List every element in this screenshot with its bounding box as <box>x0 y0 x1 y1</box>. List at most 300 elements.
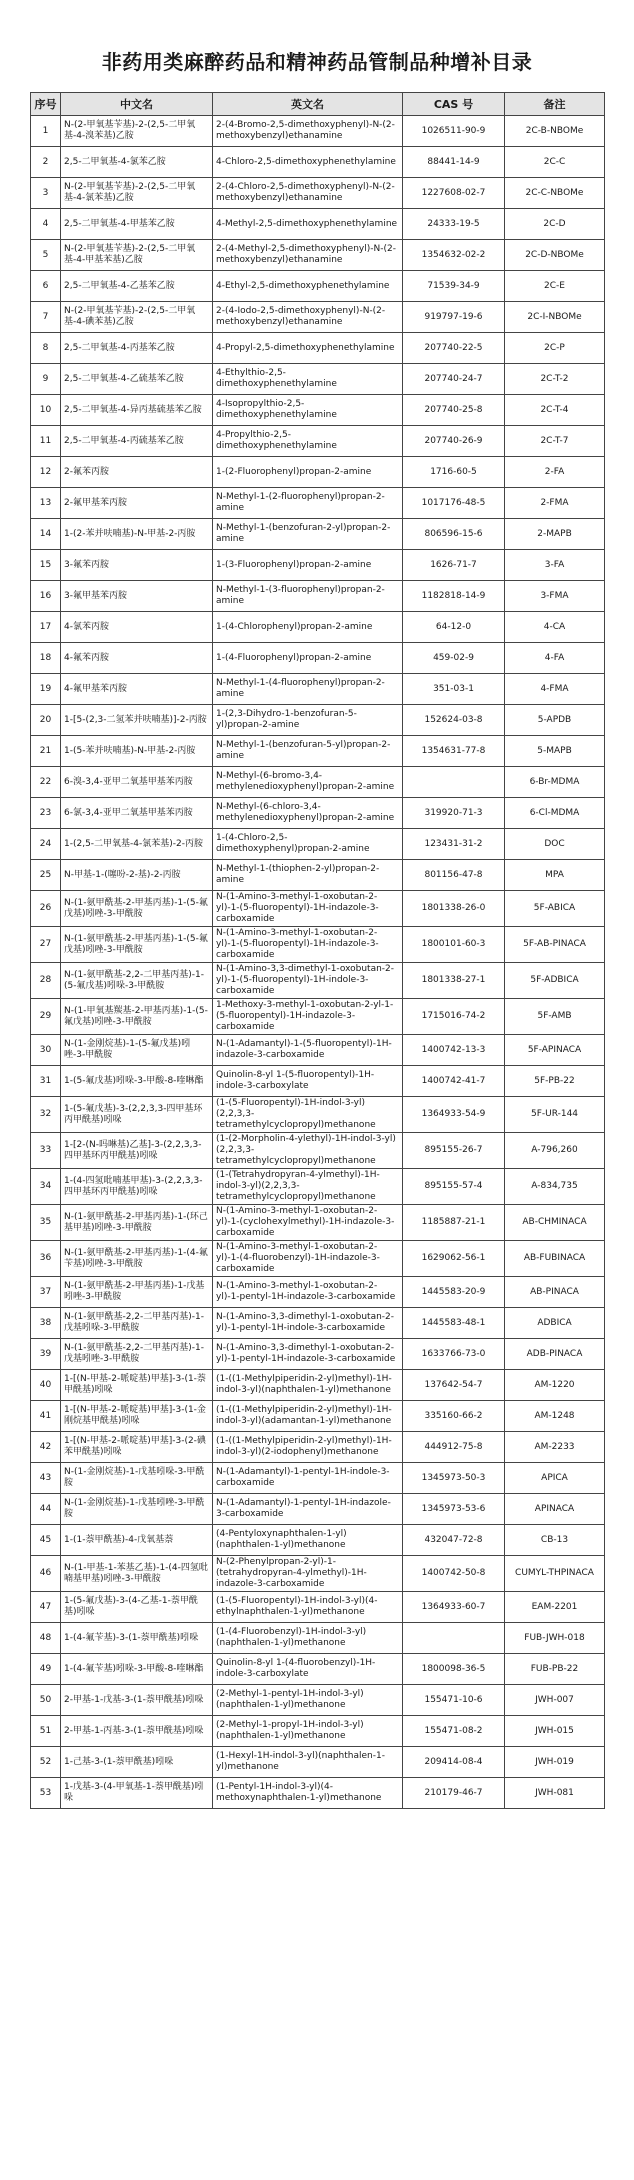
cell-note: 4-FA <box>505 643 605 674</box>
cell-cas: 71539-34-9 <box>403 271 505 302</box>
cell-cas: 319920-71-3 <box>403 798 505 829</box>
table-row <box>31 1623 605 1654</box>
cell-note: DOC <box>505 829 605 860</box>
cell-note: FUB-PB-22 <box>505 1654 605 1685</box>
cell-no: 20 <box>31 705 61 736</box>
table-row <box>31 116 605 147</box>
cell-cas: 1800101-60-3 <box>403 927 505 963</box>
cell-cas: 1715016-74-2 <box>403 999 505 1035</box>
cell-en-name: N-(1-Adamantyl)-1-(5-fluoropentyl)-1H-indazole-3-carboxamide <box>213 1035 403 1066</box>
cell-en-name: 1-(4-Chlorophenyl)propan-2-amine <box>213 612 403 643</box>
cell-note: 6-Cl-MDMA <box>505 798 605 829</box>
table-row <box>31 612 605 643</box>
cell-cas: 1445583-20-9 <box>403 1277 505 1308</box>
cell-en-name: (2-Methyl-1-pentyl-1H-indol-3-yl)(naphthalen-1-yl)methanone <box>213 1685 403 1716</box>
cell-cn-name: N-(2-甲氧基苄基)-2-(2,5-二甲氧基-4-甲基苯基)乙胺 <box>61 240 213 271</box>
cell-cas: 64-12-0 <box>403 612 505 643</box>
cell-cas: 155471-08-2 <box>403 1716 505 1747</box>
cell-no: 48 <box>31 1623 61 1654</box>
cell-cas: 210179-46-7 <box>403 1778 505 1809</box>
cell-cas: 1364933-54-9 <box>403 1097 505 1133</box>
cell-cn-name: N-(1-氨甲酰基-2,2-二甲基丙基)-1-(5-氟戊基)吲哚-3-甲酰胺 <box>61 963 213 999</box>
cell-en-name: 1-(2,3-Dihydro-1-benzofuran-5-yl)propan-2-amine <box>213 705 403 736</box>
cell-note: 6-Br-MDMA <box>505 767 605 798</box>
cell-note: JWH-019 <box>505 1747 605 1778</box>
cell-cas: 1633766-73-0 <box>403 1339 505 1370</box>
cell-cas: 123431-31-2 <box>403 829 505 860</box>
table-row <box>31 1241 605 1277</box>
table-row <box>31 1685 605 1716</box>
cell-en-name: 1-(3-Fluorophenyl)propan-2-amine <box>213 550 403 581</box>
cell-cn-name: 1-[(N-甲基-2-哌啶基)甲基]-3-(1-萘甲酰基)吲哚 <box>61 1370 213 1401</box>
table-row <box>31 1778 605 1809</box>
table-row <box>31 209 605 240</box>
cell-cn-name: N-(2-甲氧基苄基)-2-(2,5-二甲氧基-4-碘苯基)乙胺 <box>61 302 213 333</box>
cell-cn-name: 1-(5-氟戊基)-3-(4-乙基-1-萘甲酰基)吲哚 <box>61 1592 213 1623</box>
table-row <box>31 767 605 798</box>
cell-cas: 1801338-26-0 <box>403 891 505 927</box>
cell-en-name: N-Methyl-1-(3-fluorophenyl)propan-2-amine <box>213 581 403 612</box>
cell-en-name: 2-(4-Chloro-2,5-dimethoxyphenyl)-N-(2-methoxybenzyl)ethanamine <box>213 178 403 209</box>
cell-no: 43 <box>31 1463 61 1494</box>
cell-cn-name: 1-[(N-甲基-2-哌啶基)甲基]-3-(2-碘苯甲酰基)吲哚 <box>61 1432 213 1463</box>
cell-en-name: N-(1-Adamantyl)-1-pentyl-1H-indazole-3-carboxamide <box>213 1494 403 1525</box>
col-header-en-name: 英文名 <box>213 93 403 116</box>
table-row <box>31 1169 605 1205</box>
cell-no: 7 <box>31 302 61 333</box>
cell-cas: 1026511-90-9 <box>403 116 505 147</box>
cell-no: 29 <box>31 999 61 1035</box>
cell-en-name: 4-Ethylthio-2,5-dimethoxyphenethylamine <box>213 364 403 395</box>
cell-no: 22 <box>31 767 61 798</box>
cell-cn-name: N-(1-氨甲酰基-2-甲基丙基)-1-(4-氟苄基)吲唑-3-甲酰胺 <box>61 1241 213 1277</box>
cell-no: 35 <box>31 1205 61 1241</box>
cell-no: 27 <box>31 927 61 963</box>
cell-en-name: 4-Chloro-2,5-dimethoxyphenethylamine <box>213 147 403 178</box>
table-body <box>31 116 605 1809</box>
cell-en-name: (1-Hexyl-1H-indol-3-yl)(naphthalen-1-yl)methanone <box>213 1747 403 1778</box>
cell-note: 2C-T-2 <box>505 364 605 395</box>
cell-cas: 137642-54-7 <box>403 1370 505 1401</box>
cell-en-name: (1-(5-Fluoropentyl)-1H-indol-3-yl)(4-ethylnaphthalen-1-yl)methanone <box>213 1592 403 1623</box>
cell-no: 38 <box>31 1308 61 1339</box>
cell-note: ADB-PINACA <box>505 1339 605 1370</box>
table-header-row <box>31 93 605 116</box>
col-header-note: 备注 <box>505 93 605 116</box>
cell-en-name: N-(1-Amino-3,3-dimethyl-1-oxobutan-2-yl)-1-(5-fluoropentyl)-1H-indole-3-carboxamide <box>213 963 403 999</box>
cell-no: 16 <box>31 581 61 612</box>
cell-cn-name: 1-(5-苯并呋喃基)-N-甲基-2-丙胺 <box>61 736 213 767</box>
cell-no: 2 <box>31 147 61 178</box>
cell-en-name: N-Methyl-(6-chloro-3,4-methylenedioxyphenyl)propan-2-amine <box>213 798 403 829</box>
table-row <box>31 736 605 767</box>
table-row <box>31 674 605 705</box>
cell-no: 21 <box>31 736 61 767</box>
cell-cn-name: 3-氟苯丙胺 <box>61 550 213 581</box>
cell-note: 5-MAPB <box>505 736 605 767</box>
cell-cn-name: 1-戊基-3-(4-甲氧基-1-萘甲酰基)吲哚 <box>61 1778 213 1809</box>
cell-no: 5 <box>31 240 61 271</box>
cell-cn-name: 4-氟甲基苯丙胺 <box>61 674 213 705</box>
cell-note: 2C-C-NBOMe <box>505 178 605 209</box>
table-row <box>31 178 605 209</box>
cell-cas: 895155-26-7 <box>403 1133 505 1169</box>
table-row <box>31 1370 605 1401</box>
cell-cn-name: 1-(4-氟苄基)-3-(1-萘甲酰基)吲哚 <box>61 1623 213 1654</box>
cell-note: APINACA <box>505 1494 605 1525</box>
cell-en-name: N-(1-Adamantyl)-1-pentyl-1H-indole-3-carboxamide <box>213 1463 403 1494</box>
cell-cn-name: 1-[5-(2,3-二氢苯并呋喃基)]-2-丙胺 <box>61 705 213 736</box>
cell-cn-name: N-(1-金刚烷基)-1-(5-氟戊基)吲唑-3-甲酰胺 <box>61 1035 213 1066</box>
cell-en-name: 4-Isopropylthio-2,5-dimethoxyphenethylamine <box>213 395 403 426</box>
table-row <box>31 1592 605 1623</box>
col-header-cas: CAS 号 <box>403 93 505 116</box>
cell-note: 2C-P <box>505 333 605 364</box>
cell-note: A-834,735 <box>505 1169 605 1205</box>
cell-note: 2C-B-NBOMe <box>505 116 605 147</box>
cell-cas: 24333-19-5 <box>403 209 505 240</box>
cell-no: 52 <box>31 1747 61 1778</box>
cell-note: 2C-T-4 <box>505 395 605 426</box>
cell-cas: 806596-15-6 <box>403 519 505 550</box>
cell-no: 3 <box>31 178 61 209</box>
cell-note: 5F-AB-PINACA <box>505 927 605 963</box>
cell-en-name: N-Methyl-1-(2-fluorophenyl)propan-2-amine <box>213 488 403 519</box>
cell-en-name: N-(2-Phenylpropan-2-yl)-1-(tetrahydropyran-4-ylmethyl)-1H-indazole-3-carboxamide <box>213 1556 403 1592</box>
cell-no: 23 <box>31 798 61 829</box>
table-row <box>31 426 605 457</box>
cell-en-name: 2-(4-Iodo-2,5-dimethoxyphenyl)-N-(2-methoxybenzyl)ethanamine <box>213 302 403 333</box>
cell-note: 5F-AMB <box>505 999 605 1035</box>
table-row <box>31 829 605 860</box>
table-row <box>31 1097 605 1133</box>
cell-en-name: N-(1-Amino-3-methyl-1-oxobutan-2-yl)-1-pentyl-1H-indazole-3-carboxamide <box>213 1277 403 1308</box>
cell-en-name: N-Methyl-(6-bromo-3,4-methylenedioxyphenyl)propan-2-amine <box>213 767 403 798</box>
cell-en-name: (1-(5-Fluoropentyl)-1H-indol-3-yl)(2,2,3,3-tetramethylcyclopropyl)methanone <box>213 1097 403 1133</box>
cell-no: 11 <box>31 426 61 457</box>
cell-cn-name: 6-溴-3,4-亚甲二氧基甲基苯丙胺 <box>61 767 213 798</box>
cell-cn-name: 2,5-二甲氧基-4-乙硫基苯乙胺 <box>61 364 213 395</box>
cell-cas: 335160-66-2 <box>403 1401 505 1432</box>
cell-no: 32 <box>31 1097 61 1133</box>
table-row <box>31 519 605 550</box>
cell-cn-name: 1-(4-氟苄基)吲哚-3-甲酸-8-喹啉酯 <box>61 1654 213 1685</box>
cell-note: A-796,260 <box>505 1133 605 1169</box>
cell-cas: 1354631-77-8 <box>403 736 505 767</box>
cell-cn-name: N-(1-氨甲酰基-2-甲基丙基)-1-戊基吲唑-3-甲酰胺 <box>61 1277 213 1308</box>
cell-cn-name: N-(1-氨甲酰基-2-甲基丙基)-1-(5-氟戊基)吲唑-3-甲酰胺 <box>61 891 213 927</box>
cell-no: 47 <box>31 1592 61 1623</box>
cell-no: 30 <box>31 1035 61 1066</box>
cell-en-name: N-(1-Amino-3-methyl-1-oxobutan-2-yl)-1-(cyclohexylmethyl)-1H-indazole-3-carboxamide <box>213 1205 403 1241</box>
cell-en-name: N-(1-Amino-3-methyl-1-oxobutan-2-yl)-1-(5-fluoropentyl)-1H-indazole-3-carboxamide <box>213 927 403 963</box>
cell-note: 4-FMA <box>505 674 605 705</box>
cell-cn-name: 3-氟甲基苯丙胺 <box>61 581 213 612</box>
cell-note: AM-1220 <box>505 1370 605 1401</box>
cell-cn-name: 2,5-二甲氧基-4-异丙基硫基苯乙胺 <box>61 395 213 426</box>
table-row <box>31 1494 605 1525</box>
cell-cas: 351-03-1 <box>403 674 505 705</box>
cell-no: 14 <box>31 519 61 550</box>
table-row <box>31 963 605 999</box>
cell-no: 15 <box>31 550 61 581</box>
cell-note: JWH-015 <box>505 1716 605 1747</box>
cell-no: 28 <box>31 963 61 999</box>
cell-en-name: (1-((1-Methylpiperidin-2-yl)methyl)-1H-indol-3-yl)(adamantan-1-yl)methanone <box>213 1401 403 1432</box>
cell-cas: 1227608-02-7 <box>403 178 505 209</box>
table-row <box>31 927 605 963</box>
cell-cn-name: 2-甲基-1-戊基-3-(1-萘甲酰基)吲哚 <box>61 1685 213 1716</box>
cell-note: 2C-E <box>505 271 605 302</box>
page-title: 非药用类麻醉药品和精神药品管制品种增补目录 <box>101 50 533 74</box>
cell-note: JWH-081 <box>505 1778 605 1809</box>
cell-cn-name: 1-(2,5-二甲氧基-4-氯苯基)-2-丙胺 <box>61 829 213 860</box>
table-row <box>31 581 605 612</box>
cell-en-name: 4-Propyl-2,5-dimethoxyphenethylamine <box>213 333 403 364</box>
cell-en-name: (2-Methyl-1-propyl-1H-indol-3-yl)(naphthalen-1-yl)methanone <box>213 1716 403 1747</box>
cell-cas: 1800098-36-5 <box>403 1654 505 1685</box>
cell-cn-name: 2,5-二甲氧基-4-丙硫基苯乙胺 <box>61 426 213 457</box>
cell-note: 5F-ABICA <box>505 891 605 927</box>
cell-cas: 207740-26-9 <box>403 426 505 457</box>
cell-note: EAM-2201 <box>505 1592 605 1623</box>
col-header-no: 序号 <box>31 93 61 116</box>
cell-cn-name: N-(1-氨甲酰基-2-甲基丙基)-1-(5-氟戊基)吲唑-3-甲酰胺 <box>61 927 213 963</box>
cell-note: 5F-UR-144 <box>505 1097 605 1133</box>
cell-cas: 1345973-50-3 <box>403 1463 505 1494</box>
cell-cn-name: N-(1-氨甲酰基-2,2-二甲基丙基)-1-戊基吲唑-3-甲酰胺 <box>61 1339 213 1370</box>
table-row <box>31 1432 605 1463</box>
cell-en-name: 1-(2-Fluorophenyl)propan-2-amine <box>213 457 403 488</box>
table-row <box>31 550 605 581</box>
cell-cn-name: 4-氯苯丙胺 <box>61 612 213 643</box>
cell-en-name: N-(1-Amino-3-methyl-1-oxobutan-2-yl)-1-(5-fluoropentyl)-1H-indazole-3-carboxamide <box>213 891 403 927</box>
cell-cas: 1354632-02-2 <box>403 240 505 271</box>
cell-en-name: Quinolin-8-yl 1-(5-fluoropentyl)-1H-indole-3-carboxylate <box>213 1066 403 1097</box>
cell-no: 12 <box>31 457 61 488</box>
substance-table <box>30 92 605 1809</box>
cell-en-name: 1-Methoxy-3-methyl-1-oxobutan-2-yl-1-(5-fluoropentyl)-1H-indazole-3-carboxamide <box>213 999 403 1035</box>
cell-cn-name: 1-(4-四氢吡喃基甲基)-3-(2,2,3,3-四甲基环丙甲酰基)吲哚 <box>61 1169 213 1205</box>
cell-note: 2-FMA <box>505 488 605 519</box>
cell-note: AB-FUBINACA <box>505 1241 605 1277</box>
cell-en-name: N-Methyl-1-(thiophen-2-yl)propan-2-amine <box>213 860 403 891</box>
cell-cn-name: 1-[2-(N-吗啉基)乙基]-3-(2,2,3,3-四甲基环丙甲酰基)吲哚 <box>61 1133 213 1169</box>
cell-no: 25 <box>31 860 61 891</box>
cell-no: 10 <box>31 395 61 426</box>
cell-en-name: (1-(4-Fluorobenzyl)-1H-indol-3-yl)(naphthalen-1-yl)methanone <box>213 1623 403 1654</box>
cell-cas <box>403 767 505 798</box>
cell-no: 51 <box>31 1716 61 1747</box>
cell-no: 1 <box>31 116 61 147</box>
cell-no: 50 <box>31 1685 61 1716</box>
cell-cas: 209414-08-4 <box>403 1747 505 1778</box>
cell-note: ADBICA <box>505 1308 605 1339</box>
cell-note: 5F-APINACA <box>505 1035 605 1066</box>
cell-no: 49 <box>31 1654 61 1685</box>
cell-note: JWH-007 <box>505 1685 605 1716</box>
cell-note: AM-2233 <box>505 1432 605 1463</box>
table-row <box>31 891 605 927</box>
table-row <box>31 1716 605 1747</box>
col-header-cn-name: 中文名 <box>61 93 213 116</box>
table-row <box>31 271 605 302</box>
cell-cn-name: N-(2-甲氧基苄基)-2-(2,5-二甲氧基-4-氯苯基)乙胺 <box>61 178 213 209</box>
cell-note: AB-CHMINACA <box>505 1205 605 1241</box>
cell-no: 37 <box>31 1277 61 1308</box>
cell-no: 24 <box>31 829 61 860</box>
cell-cas: 801156-47-8 <box>403 860 505 891</box>
cell-cn-name: 2-甲基-1-丙基-3-(1-萘甲酰基)吲哚 <box>61 1716 213 1747</box>
cell-cas: 1017176-48-5 <box>403 488 505 519</box>
cell-cas: 152624-03-8 <box>403 705 505 736</box>
cell-note: 3-FA <box>505 550 605 581</box>
cell-cn-name: 2-氟甲基苯丙胺 <box>61 488 213 519</box>
table-row <box>31 1277 605 1308</box>
cell-note: 2-FA <box>505 457 605 488</box>
cell-cn-name: 1-(2-苯并呋喃基)-N-甲基-2-丙胺 <box>61 519 213 550</box>
cell-note: 5-APDB <box>505 705 605 736</box>
cell-en-name: N-Methyl-1-(4-fluorophenyl)propan-2-amine <box>213 674 403 705</box>
cell-cas: 207740-22-5 <box>403 333 505 364</box>
cell-note: CB-13 <box>505 1525 605 1556</box>
table-row <box>31 457 605 488</box>
cell-no: 45 <box>31 1525 61 1556</box>
table-row <box>31 302 605 333</box>
table-row <box>31 395 605 426</box>
cell-cas: 1345973-53-6 <box>403 1494 505 1525</box>
cell-cas: 1182818-14-9 <box>403 581 505 612</box>
cell-cas: 1400742-41-7 <box>403 1066 505 1097</box>
cell-cas: 207740-24-7 <box>403 364 505 395</box>
cell-no: 53 <box>31 1778 61 1809</box>
cell-cn-name: 1-(5-氟戊基)-3-(2,2,3,3-四甲基环丙甲酰基)吲哚 <box>61 1097 213 1133</box>
cell-note: MPA <box>505 860 605 891</box>
cell-cn-name: 4-氟苯丙胺 <box>61 643 213 674</box>
cell-en-name: N-Methyl-1-(benzofuran-5-yl)propan-2-amine <box>213 736 403 767</box>
cell-no: 39 <box>31 1339 61 1370</box>
cell-no: 19 <box>31 674 61 705</box>
table-row <box>31 860 605 891</box>
table-row <box>31 643 605 674</box>
cell-cn-name: 1-(1-萘甲酰基)-4-戊氧基萘 <box>61 1525 213 1556</box>
cell-en-name: 2-(4-Methyl-2,5-dimethoxyphenyl)-N-(2-methoxybenzyl)ethanamine <box>213 240 403 271</box>
table-row <box>31 333 605 364</box>
table-row <box>31 1747 605 1778</box>
cell-no: 33 <box>31 1133 61 1169</box>
cell-cn-name: N-(1-甲氧基羰基-2-甲基丙基)-1-(5-氟戊基)吲唑-3-甲酰胺 <box>61 999 213 1035</box>
cell-note: AM-1248 <box>505 1401 605 1432</box>
cell-note: FUB-JWH-018 <box>505 1623 605 1654</box>
cell-cas: 1716-60-5 <box>403 457 505 488</box>
cell-note: 2C-I-NBOMe <box>505 302 605 333</box>
cell-cas: 207740-25-8 <box>403 395 505 426</box>
cell-note: 2C-D <box>505 209 605 240</box>
cell-no: 34 <box>31 1169 61 1205</box>
table-row <box>31 705 605 736</box>
cell-en-name: (1-(2-Morpholin-4-ylethyl)-1H-indol-3-yl)(2,2,3,3-tetramethylcyclopropyl)methanone <box>213 1133 403 1169</box>
table-row <box>31 798 605 829</box>
cell-no: 44 <box>31 1494 61 1525</box>
cell-note: 3-FMA <box>505 581 605 612</box>
cell-cn-name: 1-己基-3-(1-萘甲酰基)吲哚 <box>61 1747 213 1778</box>
table-row <box>31 240 605 271</box>
cell-cas: 1801338-27-1 <box>403 963 505 999</box>
cell-cn-name: N-(1-氨甲酰基-2,2-二甲基丙基)-1-戊基吲哚-3-甲酰胺 <box>61 1308 213 1339</box>
table-row <box>31 1205 605 1241</box>
cell-en-name: 4-Propylthio-2,5-dimethoxyphenethylamine <box>213 426 403 457</box>
cell-cas: 1626-71-7 <box>403 550 505 581</box>
cell-note: 4-CA <box>505 612 605 643</box>
cell-en-name: N-Methyl-1-(benzofuran-2-yl)propan-2-amine <box>213 519 403 550</box>
cell-cn-name: 2,5-二甲氧基-4-甲基苯乙胺 <box>61 209 213 240</box>
table-row <box>31 1066 605 1097</box>
cell-en-name: 1-(4-Fluorophenyl)propan-2-amine <box>213 643 403 674</box>
cell-en-name: (1-((1-Methylpiperidin-2-yl)methyl)-1H-indol-3-yl)(2-iodophenyl)methanone <box>213 1432 403 1463</box>
table-row <box>31 1556 605 1592</box>
cell-note: 2-MAPB <box>505 519 605 550</box>
cell-note: 2C-T-7 <box>505 426 605 457</box>
table-row <box>31 1308 605 1339</box>
cell-note: 5F-PB-22 <box>505 1066 605 1097</box>
cell-cas: 1185887-21-1 <box>403 1205 505 1241</box>
cell-note: 2C-D-NBOMe <box>505 240 605 271</box>
cell-cas: 155471-10-6 <box>403 1685 505 1716</box>
cell-note: APICA <box>505 1463 605 1494</box>
cell-cas: 88441-14-9 <box>403 147 505 178</box>
cell-en-name: 2-(4-Bromo-2,5-dimethoxyphenyl)-N-(2-methoxybenzyl)ethanamine <box>213 116 403 147</box>
cell-cn-name: N-甲基-1-(噻吩-2-基)-2-丙胺 <box>61 860 213 891</box>
cell-no: 13 <box>31 488 61 519</box>
cell-no: 41 <box>31 1401 61 1432</box>
cell-cas: 432047-72-8 <box>403 1525 505 1556</box>
table-row <box>31 1339 605 1370</box>
cell-cn-name: 6-氯-3,4-亚甲二氧基甲基苯丙胺 <box>61 798 213 829</box>
table-row <box>31 1035 605 1066</box>
cell-cn-name: N-(1-氨甲酰基-2-甲基丙基)-1-(环己基甲基)吲唑-3-甲酰胺 <box>61 1205 213 1241</box>
cell-cas: 1400742-50-8 <box>403 1556 505 1592</box>
cell-cas <box>403 1623 505 1654</box>
cell-no: 36 <box>31 1241 61 1277</box>
cell-no: 31 <box>31 1066 61 1097</box>
cell-cas: 1445583-48-1 <box>403 1308 505 1339</box>
cell-cn-name: 2,5-二甲氧基-4-丙基苯乙胺 <box>61 333 213 364</box>
cell-en-name: (4-Pentyloxynaphthalen-1-yl)(naphthalen-1-yl)methanone <box>213 1525 403 1556</box>
table-row <box>31 1133 605 1169</box>
cell-cn-name: 2-氟苯丙胺 <box>61 457 213 488</box>
cell-en-name: N-(1-Amino-3-methyl-1-oxobutan-2-yl)-1-(4-fluorobenzyl)-1H-indazole-3-carboxamide <box>213 1241 403 1277</box>
cell-no: 4 <box>31 209 61 240</box>
cell-cn-name: 2,5-二甲氧基-4-氯苯乙胺 <box>61 147 213 178</box>
cell-en-name: (1-(Tetrahydropyran-4-ylmethyl)-1H-indol-3-yl)(2,2,3,3-tetramethylcyclopropyl)methanone <box>213 1169 403 1205</box>
cell-en-name: Quinolin-8-yl 1-(4-fluorobenzyl)-1H-indole-3-carboxylate <box>213 1654 403 1685</box>
cell-note: 5F-ADBICA <box>505 963 605 999</box>
cell-cn-name: 2,5-二甲氧基-4-乙基苯乙胺 <box>61 271 213 302</box>
table-row <box>31 364 605 395</box>
cell-cas: 459-02-9 <box>403 643 505 674</box>
cell-cn-name: N-(2-甲氧基苄基)-2-(2,5-二甲氧基-4-溴苯基)乙胺 <box>61 116 213 147</box>
table-row <box>31 147 605 178</box>
cell-note: 2C-C <box>505 147 605 178</box>
table-row <box>31 1654 605 1685</box>
cell-cn-name: N-(1-甲基-1-苯基乙基)-1-(4-四氢吡喃基甲基)吲唑-3-甲酰胺 <box>61 1556 213 1592</box>
cell-cas: 1629062-56-1 <box>403 1241 505 1277</box>
cell-en-name: N-(1-Amino-3,3-dimethyl-1-oxobutan-2-yl)-1-pentyl-1H-indole-3-carboxamide <box>213 1308 403 1339</box>
cell-no: 6 <box>31 271 61 302</box>
table-row <box>31 999 605 1035</box>
cell-en-name: 4-Methyl-2,5-dimethoxyphenethylamine <box>213 209 403 240</box>
cell-en-name: 1-(4-Chloro-2,5-dimethoxyphenyl)propan-2-amine <box>213 829 403 860</box>
